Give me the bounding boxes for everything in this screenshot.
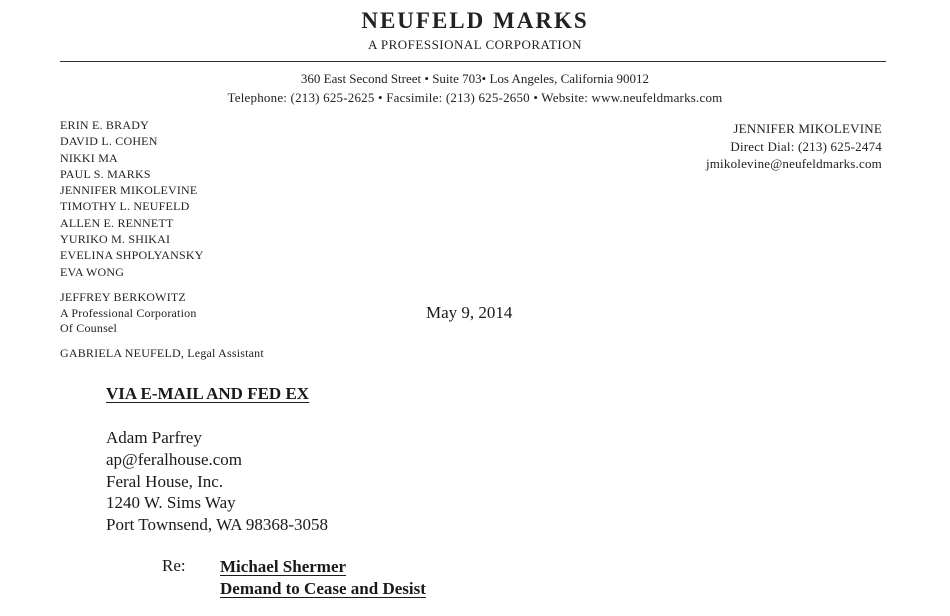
attorney-name: PAUL S. MARKS — [60, 166, 151, 181]
firm-contact-line: Telephone: (213) 625-2625 • Facsimile: (213) 625-2650 • Website: www.neufeldmarks.com — [227, 90, 723, 105]
attorney-list — [60, 117, 204, 280]
subject-block — [220, 556, 426, 599]
legal-assistant: GABRIELA NEUFELD, Legal Assistant — [60, 346, 264, 360]
attorney-name: EVA WONG — [60, 264, 125, 279]
sender-name: JENNIFER MIKOLEVINE — [733, 121, 882, 136]
attorney-name: NIKKI MA — [60, 150, 118, 165]
of-counsel-name: JEFFREY BERKOWITZ — [60, 290, 186, 304]
firm-name: NEUFELD MARKS — [361, 8, 589, 33]
sender-email: jmikolevine@neufeldmarks.com — [705, 156, 882, 171]
recipient-street: 1240 W. Sims Way — [106, 493, 236, 513]
subject-line-2: Demand to Cease and Desist — [220, 578, 426, 598]
delivery-method: VIA E-MAIL AND FED EX — [106, 384, 310, 403]
sender-direct-dial: Direct Dial: (213) 625-2474 — [730, 138, 882, 154]
attorney-name: DAVID L. COHEN — [60, 134, 158, 149]
recipient-name: Adam Parfrey — [106, 428, 202, 447]
subject-line-1: Michael Shermer — [220, 557, 347, 576]
recipient-email: ap@feralhouse.com — [106, 449, 243, 469]
of-counsel-block — [60, 290, 197, 337]
recipient-address-block — [106, 427, 328, 536]
attorney-name: TIMOTHY L. NEUFELD — [60, 199, 190, 214]
recipient-company: Feral House, Inc. — [106, 471, 224, 491]
attorney-name: ERIN E. BRADY — [60, 118, 149, 132]
attorney-name: YURIKO M. SHIKAI — [60, 232, 171, 247]
firm-subtitle: A PROFESSIONAL CORPORATION — [367, 37, 583, 52]
re-label: Re: — [162, 556, 186, 575]
attorney-name: EVELINA SHPOLYANSKY — [60, 248, 204, 263]
letterhead-divider — [60, 61, 886, 62]
firm-address: 360 East Second Street • Suite 703• Los Angeles, California 90012 — [300, 71, 650, 86]
attorney-name: JENNIFER MIKOLEVINE — [60, 183, 198, 198]
attorney-name: ALLEN E. RENNETT — [60, 215, 174, 230]
recipient-city: Port Townsend, WA 98368-3058 — [106, 515, 329, 535]
letter-date: May 9, 2014 — [426, 303, 513, 322]
sender-block — [706, 120, 882, 173]
of-counsel-title: Of Counsel — [60, 321, 117, 335]
of-counsel-corporation: A Professional Corporation — [60, 305, 197, 320]
